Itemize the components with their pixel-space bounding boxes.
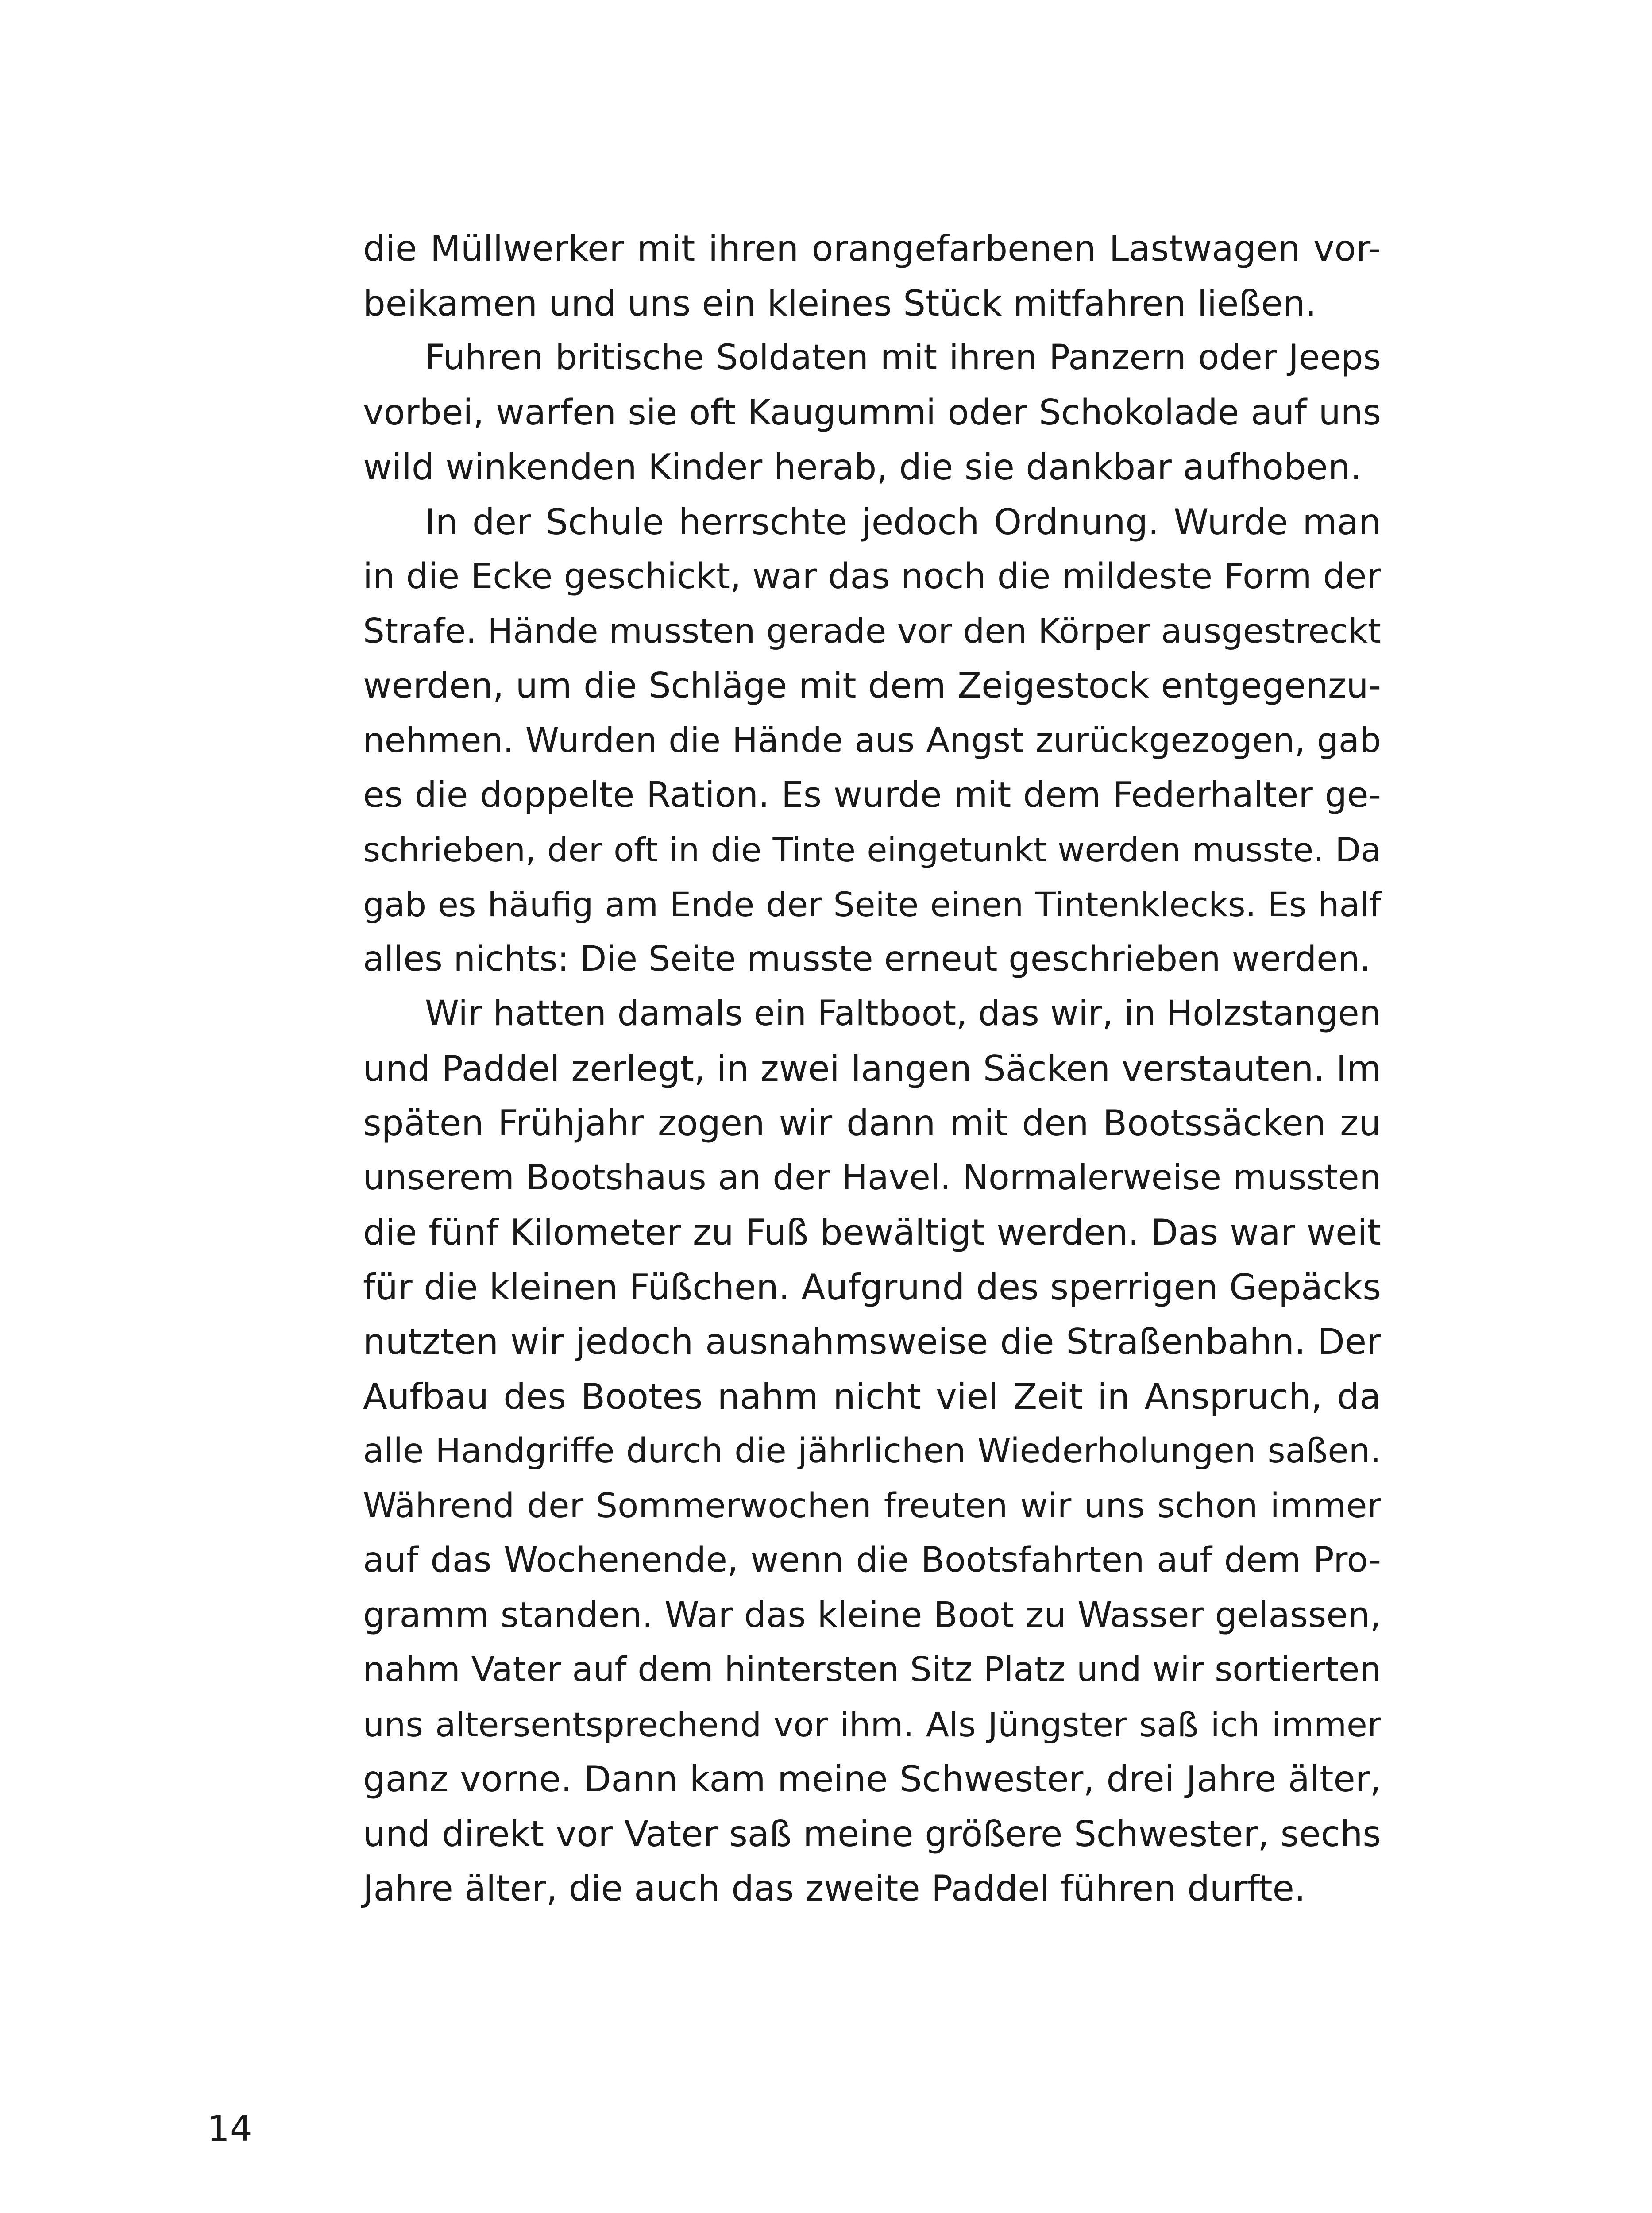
text-line: in die Ecke geschickt, war das noch die mildeste Form der (363, 556, 1381, 597)
text-line: und Paddel zerlegt, in zwei langen Säcken verstauten. Im (363, 1048, 1381, 1089)
text-line: die Müllwerker mit ihren orangefarbenen Lastwagen vor- (363, 228, 1381, 269)
text-line: werden, um die Schläge mit dem Zeigestock entgegenzu- (363, 665, 1381, 706)
text-line: nahm Vater auf dem hintersten Sitz Platz und wir sortierten (363, 1650, 1381, 1689)
paragraph-3 (363, 495, 1381, 987)
text-line: In der Schule herrschte jedoch Ordnung. Wurde man (425, 501, 1381, 543)
text-line: auf das Wochenende, wenn die Bootsfahrten auf dem Pro- (363, 1540, 1381, 1580)
text-line: Strafe. Hände mussten gerade vor den Körper ausgestreckt (363, 611, 1381, 651)
paragraph-4 (363, 987, 1381, 1916)
text-line: ganz vorne. Dann kam meine Schwester, drei Jahre älter, (363, 1758, 1381, 1800)
text-line: alles nichts: Die Seite musste erneut geschrieben werden. (363, 939, 1371, 979)
paragraph-1 (363, 221, 1381, 331)
text-line: schrieben, der oft in die Tinte eingetunkt werden musste. Da (363, 830, 1381, 869)
page-number: 14 (207, 2108, 252, 2149)
text-line: Während der Sommerwochen freuten wir uns schon immer (363, 1486, 1381, 1526)
text-line: für die kleinen Füßchen. Aufgrund des sperrigen Gepäcks (363, 1266, 1381, 1308)
text-line: unserem Bootshaus an der Havel. Normalerweise mussten (363, 1157, 1381, 1198)
text-line: späten Frühjahr zogen wir dann mit den Bootssäcken zu (363, 1103, 1381, 1144)
text-line: Aufbau des Bootes nahm nicht viel Zeit in Anspruch, da (363, 1376, 1381, 1417)
text-line: Jahre älter, die auch das zweite Paddel führen durfte. (363, 1868, 1306, 1909)
paragraph-2 (363, 331, 1381, 495)
text-line: alle Handgriffe durch die jährlichen Wiederholungen saßen. (363, 1431, 1381, 1471)
text-line: nehmen. Wurden die Hände aus Angst zurückgezogen, gab (363, 721, 1381, 760)
body-text (363, 221, 1381, 1916)
text-line: beikamen und uns ein kleines Stück mitfahren ließen. (363, 282, 1317, 324)
text-line: vorbei, warfen sie oft Kaugummi oder Schokolade auf uns (363, 392, 1381, 433)
text-line: wild winkenden Kinder herab, die sie dankbar aufhoben. (363, 447, 1362, 488)
text-line: Fuhren britische Soldaten mit ihren Panzern oder Jeeps (425, 338, 1381, 378)
text-line: Wir hatten damals ein Faltboot, das wir, in Holzstangen (425, 994, 1381, 1033)
text-line: und direkt vor Vater saß meine größere Schwester, sechs (363, 1813, 1381, 1854)
text-line: gramm standen. War das kleine Boot zu Wasser gelassen, (363, 1594, 1381, 1635)
text-line: gab es häufig am Ende der Seite einen Tintenklecks. Es half (363, 885, 1381, 924)
text-line: nutzten wir jedoch ausnahmsweise die Straßenbahn. Der (363, 1321, 1381, 1362)
text-line: die fünf Kilometer zu Fuß bewältigt werden. Das war weit (363, 1212, 1381, 1253)
text-line: uns altersentsprechend vor ihm. Als Jüngster saß ich immer (363, 1704, 1381, 1744)
text-line: es die doppelte Ration. Es wurde mit dem Federhalter ge- (363, 775, 1381, 815)
